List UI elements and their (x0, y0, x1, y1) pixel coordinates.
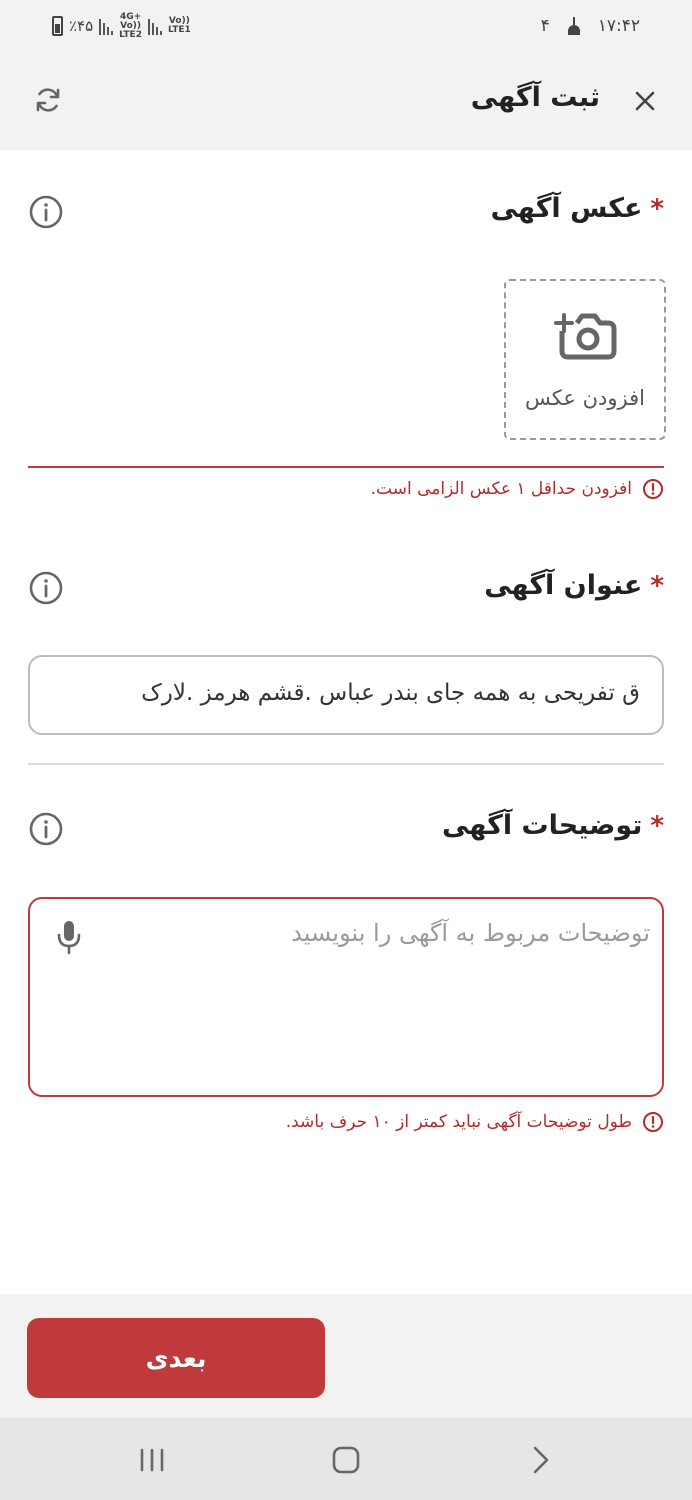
photo-section-label: عکس آگهی (490, 193, 643, 224)
add-photo-label: افزودن عکس (525, 386, 645, 410)
system-navigation-bar (0, 1418, 692, 1500)
title-input-value: ق تفریحی به همه جای بندر عباس .قشم هرمز .لارک (141, 680, 640, 706)
photo-error-text: افزودن حداقل ۱ عکس الزامی است. (370, 479, 632, 499)
net1-top: 4G+ (119, 11, 142, 22)
refresh-button[interactable] (30, 82, 66, 118)
section-divider (28, 763, 664, 765)
close-icon (630, 86, 660, 116)
microphone-icon[interactable] (56, 919, 82, 955)
back-icon[interactable] (522, 1442, 558, 1478)
title-section-title (484, 570, 664, 601)
description-error-text: طول توضیحات آگهی نباید کمتر از ۱۰ حرف باشد. (285, 1112, 632, 1132)
recent-apps-icon[interactable] (134, 1442, 170, 1478)
refresh-icon (30, 82, 66, 118)
title-section-label: عنوان آگهی (484, 570, 643, 601)
close-button[interactable] (630, 86, 660, 116)
net1-bottom: LTE2 (119, 29, 142, 40)
home-icon[interactable] (328, 1442, 364, 1478)
description-section-title (442, 810, 664, 841)
description-textarea[interactable] (28, 897, 664, 1097)
net1-mid: Vo)) (120, 20, 142, 31)
signal-icon-2 (148, 17, 162, 35)
clock: ۱۷:۴۲ (597, 16, 640, 36)
required-mark: * (650, 570, 664, 601)
battery-icon (52, 16, 63, 36)
app-bar (0, 52, 692, 150)
mosque-icon (566, 17, 582, 35)
info-icon[interactable] (28, 194, 64, 230)
title-input[interactable] (28, 655, 664, 735)
bottom-action-bar (0, 1294, 692, 1418)
network-indicator-1 (119, 13, 142, 40)
photo-divider (28, 466, 664, 468)
network-indicator-2 (168, 17, 191, 35)
required-mark: * (650, 810, 664, 841)
add-camera-icon (550, 301, 618, 363)
status-bar (0, 0, 692, 52)
description-error (286, 1111, 664, 1133)
info-icon[interactable] (28, 570, 64, 606)
status-left (52, 11, 191, 40)
required-mark: * (650, 193, 664, 224)
description-section-label: توضیحات آگهی (441, 810, 643, 841)
battery-percent: ٪۴۵ (69, 17, 94, 35)
error-icon (642, 478, 664, 500)
photo-error (371, 478, 664, 500)
photo-section-title (491, 193, 664, 224)
add-photo-button[interactable] (504, 279, 666, 440)
status-right (541, 14, 640, 38)
next-button[interactable]: بعدی (27, 1318, 325, 1398)
description-placeholder: توضیحات مربوط به آگهی را بنویسید (291, 919, 650, 947)
notification-count: ۴ (540, 16, 550, 36)
info-icon[interactable] (28, 811, 64, 847)
net2-top: Vo)) (168, 16, 190, 26)
page-title: ثبت آگهی (470, 82, 600, 113)
error-icon (642, 1111, 664, 1133)
signal-icon (99, 17, 113, 35)
net2-bottom: LTE1 (167, 25, 191, 35)
